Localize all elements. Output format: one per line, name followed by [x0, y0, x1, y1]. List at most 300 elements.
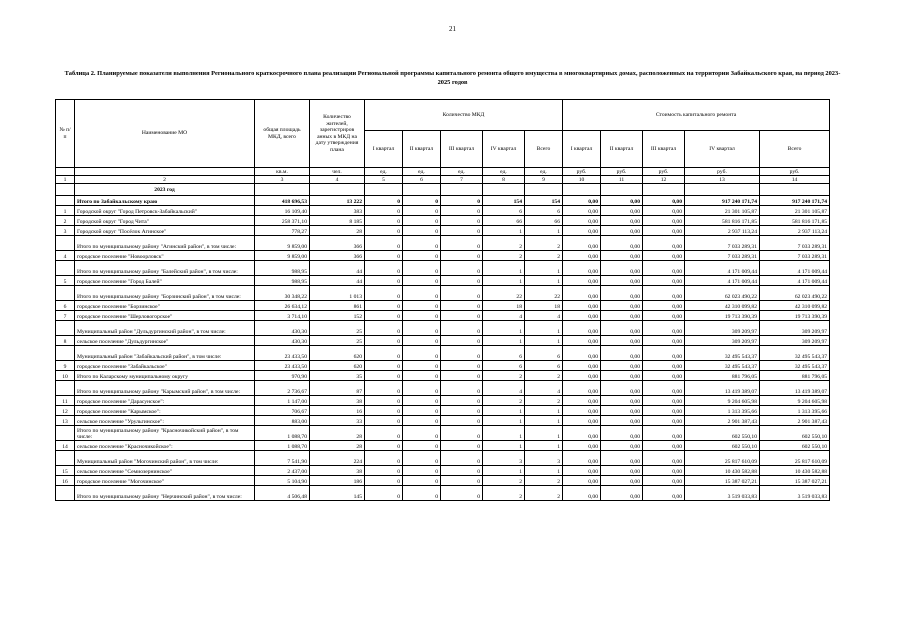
cell-c1: 0,00 — [563, 396, 601, 406]
cell-c4: 602 550,10 — [685, 441, 760, 451]
cell-q4: 22 — [483, 286, 525, 301]
cell-name: Итого по муниципальному району "Борзинский район", в том числе: — [75, 286, 255, 301]
cell-name: Итого по Каларскому муниципальному округу — [75, 371, 255, 381]
cell-area: 1 088,70 — [255, 426, 310, 441]
cell-c2: 0,00 — [601, 336, 643, 346]
cell-c2: 0,00 — [601, 396, 643, 406]
cell-n — [56, 426, 75, 441]
cell-q3: 0 — [441, 336, 483, 346]
cell-q4: 2 — [483, 371, 525, 381]
cell-area: 2 736,67 — [255, 381, 310, 396]
cell-ct: 9 204 605,98 — [760, 396, 830, 406]
cell-c2: 0,00 — [601, 196, 643, 206]
cell-c3: 0,00 — [643, 426, 685, 441]
cell-c4: 2 901 387,43 — [685, 416, 760, 426]
cell-ct: 2 937 113,24 — [760, 226, 830, 236]
cell-q3: 0 — [441, 426, 483, 441]
cell-q1: 0 — [365, 216, 403, 226]
cell-n: 1 — [56, 206, 75, 216]
cell-q1: 0 — [365, 371, 403, 381]
cell-q2: 0 — [403, 321, 441, 336]
cell-res: 13 222 — [310, 196, 365, 206]
table-row — [56, 301, 830, 311]
cell-ct: 602 550,10 — [760, 426, 830, 441]
cell-c2: 0,00 — [601, 236, 643, 251]
cell-name: Муниципальный район "Забайкальский район", в том числе: — [75, 346, 255, 361]
cell-ct: 62 023 490,22 — [760, 286, 830, 301]
cell-name: Итого по муниципальному району "Агинский район", в том числе: — [75, 236, 255, 251]
cell-q2: 0 — [403, 381, 441, 396]
cell-c1: 0,00 — [563, 286, 601, 301]
col-number: 4 — [310, 176, 365, 184]
cell-res: 366 — [310, 251, 365, 261]
cell-q4: 1 — [483, 406, 525, 416]
cell-n — [56, 346, 75, 361]
cell-c1: 0,00 — [563, 361, 601, 371]
cell-name: Городской округ "Посёлок Агинское" — [75, 226, 255, 236]
cell-tot: 2 — [525, 251, 563, 261]
cell-q3: 0 — [441, 236, 483, 251]
cell-q3: 0 — [441, 216, 483, 226]
cell-area: 23 433,50 — [255, 361, 310, 371]
table-row — [56, 451, 830, 466]
cell-res: 145 — [310, 486, 365, 501]
table-row — [56, 321, 830, 336]
cell-c3: 0,00 — [643, 361, 685, 371]
cell-q4: 1 — [483, 466, 525, 476]
cell-c1: 0,00 — [563, 346, 601, 361]
unit-cell: руб. — [760, 168, 830, 176]
cell-c4: 3 519 033,83 — [685, 486, 760, 501]
cell-tot: 6 — [525, 361, 563, 371]
cell-ct: 3 519 033,83 — [760, 486, 830, 501]
cell-c2: 0,00 — [601, 466, 643, 476]
cell-ct: 7 033 289,31 — [760, 236, 830, 251]
col-number: 11 — [601, 176, 643, 184]
table-row — [56, 286, 830, 301]
cell-c4: 9 204 605,98 — [685, 396, 760, 406]
cell-n: 8 — [56, 336, 75, 346]
cell-c1: 0,00 — [563, 466, 601, 476]
cell-q2: 0 — [403, 476, 441, 486]
cell-c4: 19 713 390,39 — [685, 311, 760, 321]
cell-ct: 581 816 171,85 — [760, 216, 830, 226]
cell-n: 5 — [56, 276, 75, 286]
cell-q4: 2 — [483, 476, 525, 486]
cell-q1: 0 — [365, 286, 403, 301]
cell-name: городское поселение "Борзинское" — [75, 301, 255, 311]
cell-c3: 0,00 — [643, 416, 685, 426]
cell-q2: 0 — [403, 441, 441, 451]
cell-name: Городской округ "Город Петровск-Забайкальский" — [75, 206, 255, 216]
cell-ct: 25 817 610,09 — [760, 451, 830, 466]
cell-q4: 154 — [483, 196, 525, 206]
cell-res: 28 — [310, 441, 365, 451]
cell-c2: 0,00 — [601, 381, 643, 396]
cell-c2: 0,00 — [601, 311, 643, 321]
cell-c4: 4 171 009,44 — [685, 261, 760, 276]
capital-repair-table — [55, 99, 830, 501]
cell-c1: 0,00 — [563, 226, 601, 236]
table-row — [56, 466, 830, 476]
cell-q1: 0 — [365, 336, 403, 346]
cell-c4: 13 419 389,07 — [685, 381, 760, 396]
header-residents: Количество жителей, зарегистриров анных в МКД на дату утверждения плана — [310, 100, 365, 168]
cell-q3: 0 — [441, 381, 483, 396]
cell-q2: 0 — [403, 486, 441, 501]
cell-q1: 0 — [365, 426, 403, 441]
cell-area: 1 088,70 — [255, 441, 310, 451]
cell-area: 7 541,90 — [255, 451, 310, 466]
cell-q2: 0 — [403, 196, 441, 206]
header-mkd-q2: II квартал — [403, 131, 441, 168]
cell-c2: 0,00 — [601, 301, 643, 311]
cell-q1: 0 — [365, 251, 403, 261]
cell-c1: 0,00 — [563, 236, 601, 251]
unit-cell: руб. — [601, 168, 643, 176]
cell-c2: 0,00 — [601, 426, 643, 441]
cell-name: Итого по муниципальному району "Красночикойский район", в том числе: — [75, 426, 255, 441]
cell-c3: 0,00 — [643, 406, 685, 416]
cell-ct: 10 430 582,88 — [760, 466, 830, 476]
cell-q3: 0 — [441, 251, 483, 261]
cell-q3: 0 — [441, 276, 483, 286]
cell-c3: 0,00 — [643, 476, 685, 486]
cell-n — [56, 261, 75, 276]
unit-cell — [75, 168, 255, 176]
cell-q2: 0 — [403, 396, 441, 406]
cell-c3: 0,00 — [643, 196, 685, 206]
cell-n: 3 — [56, 226, 75, 236]
table-row — [56, 216, 830, 226]
cell-q1: 0 — [365, 301, 403, 311]
cell-name: Муниципальный район "Дульдургинский район", в том числе: — [75, 321, 255, 336]
cell-tot: 2 — [525, 371, 563, 381]
cell-c4: 309 209,97 — [685, 321, 760, 336]
col-number: 7 — [441, 176, 483, 184]
header-mkd-q3: III квартал — [441, 131, 483, 168]
unit-cell: руб. — [685, 168, 760, 176]
cell-n — [56, 381, 75, 396]
cell-q1: 0 — [365, 196, 403, 206]
table-row — [56, 346, 830, 361]
table-row — [56, 206, 830, 216]
col-number: 12 — [643, 176, 685, 184]
cell-tot: 2 — [525, 476, 563, 486]
cell-area: 4 506,48 — [255, 486, 310, 501]
cell-q2: 0 — [403, 371, 441, 381]
cell-n — [56, 321, 75, 336]
cell-area: 970,90 — [255, 371, 310, 381]
cell-n: 6 — [56, 301, 75, 311]
cell-n — [56, 236, 75, 251]
cell-q2: 0 — [403, 451, 441, 466]
cell-name: городское поселение "Город Балей" — [75, 276, 255, 286]
cell-q1: 0 — [365, 381, 403, 396]
cell-res: 44 — [310, 276, 365, 286]
cell-q2: 0 — [403, 251, 441, 261]
cell-c4: 25 817 610,09 — [685, 451, 760, 466]
cell-q4: 2 — [483, 236, 525, 251]
cell-res: 38 — [310, 466, 365, 476]
unit-cell: ед. — [525, 168, 563, 176]
cell-c3: 0,00 — [643, 251, 685, 261]
header-mkd-q1: I квартал — [365, 131, 403, 168]
year-row — [56, 184, 830, 196]
cell-c2: 0,00 — [601, 371, 643, 381]
cell-n: 16 — [56, 476, 75, 486]
cell-tot: 3 — [525, 451, 563, 466]
cell-area: 988,95 — [255, 276, 310, 286]
cell-c2: 0,00 — [601, 346, 643, 361]
cell-q3: 0 — [441, 321, 483, 336]
cell-ct: 15 387 027,21 — [760, 476, 830, 486]
cell-tot: 1 — [525, 426, 563, 441]
cell-q2: 0 — [403, 361, 441, 371]
col-number: 6 — [403, 176, 441, 184]
cell-name: городское поселение "Новоорловск" — [75, 251, 255, 261]
cell-c4: 7 033 289,31 — [685, 251, 760, 261]
cell-c2: 0,00 — [601, 226, 643, 236]
table-row — [56, 416, 830, 426]
cell-name: городское поселение "Могочинское" — [75, 476, 255, 486]
cell-area: 16 109,40 — [255, 206, 310, 216]
table-row — [56, 486, 830, 501]
cell-q1: 0 — [365, 441, 403, 451]
cell-q1: 0 — [365, 361, 403, 371]
cell-c2: 0,00 — [601, 441, 643, 451]
cell-n: 9 — [56, 361, 75, 371]
cell-area: 883,00 — [255, 416, 310, 426]
header-mkd-count: Количество МКД — [365, 100, 563, 131]
cell-q4: 3 — [483, 451, 525, 466]
header-num: № п/п — [56, 100, 75, 168]
cell-q1: 0 — [365, 476, 403, 486]
cell-q4: 4 — [483, 311, 525, 321]
cell-q4: 2 — [483, 486, 525, 501]
cell-c1: 0,00 — [563, 206, 601, 216]
cell-c3: 0,00 — [643, 336, 685, 346]
cell-c2: 0,00 — [601, 216, 643, 226]
cell-area: 258 371,10 — [255, 216, 310, 226]
cell-c1: 0,00 — [563, 196, 601, 206]
cell-area: 1 147,00 — [255, 396, 310, 406]
cell-area: 418 696,53 — [255, 196, 310, 206]
cell-res: 38 — [310, 396, 365, 406]
cell-n: 11 — [56, 396, 75, 406]
cell-res: 16 — [310, 406, 365, 416]
cell-res: 1 013 — [310, 286, 365, 301]
cell-c4: 62 023 490,22 — [685, 286, 760, 301]
cell-res: 35 — [310, 371, 365, 381]
table-row — [56, 476, 830, 486]
cell-ct: 309 209,97 — [760, 321, 830, 336]
cell-ct: 4 171 009,44 — [760, 276, 830, 286]
unit-cell: кв.м. — [255, 168, 310, 176]
col-number: 8 — [483, 176, 525, 184]
cell-ct: 32 495 543,37 — [760, 361, 830, 371]
cell-c2: 0,00 — [601, 286, 643, 301]
cell-q3: 0 — [441, 406, 483, 416]
col-number: 10 — [563, 176, 601, 184]
cell-q1: 0 — [365, 486, 403, 501]
header-cost-q4: IV квартал — [685, 131, 760, 168]
cell-q1: 0 — [365, 311, 403, 321]
cell-name: Городской округ "Город Чита" — [75, 216, 255, 226]
table-row — [56, 261, 830, 276]
cell-q4: 2 — [483, 396, 525, 406]
cell-c3: 0,00 — [643, 261, 685, 276]
cell-res: 25 — [310, 321, 365, 336]
cell-ct: 1 313 395,66 — [760, 406, 830, 416]
cell-c2: 0,00 — [601, 476, 643, 486]
cell-ct: 42 310 099,82 — [760, 301, 830, 311]
cell-tot: 4 — [525, 311, 563, 321]
cell-q1: 0 — [365, 226, 403, 236]
cell-ct: 7 033 289,31 — [760, 251, 830, 261]
cell-q3: 0 — [441, 301, 483, 311]
unit-cell: чел. — [310, 168, 365, 176]
cell-tot: 1 — [525, 321, 563, 336]
cell-area: 5 104,90 — [255, 476, 310, 486]
table-row — [56, 336, 830, 346]
cell-area: 430,30 — [255, 321, 310, 336]
cell-tot: 6 — [525, 206, 563, 216]
header-area: общая площадь МКД, всего — [255, 100, 310, 168]
cell-q3: 0 — [441, 441, 483, 451]
cell-q4: 6 — [483, 361, 525, 371]
header-name: Наименование МО — [75, 100, 255, 168]
cell-c1: 0,00 — [563, 216, 601, 226]
cell-c4: 881 796,05 — [685, 371, 760, 381]
cell-name: городское поселение "Шерловогорское" — [75, 311, 255, 321]
cell-q3: 0 — [441, 286, 483, 301]
cell-name: сельское поселение "Урульгинское": — [75, 416, 255, 426]
cell-tot: 154 — [525, 196, 563, 206]
cell-q2: 0 — [403, 286, 441, 301]
cell-tot: 1 — [525, 261, 563, 276]
cell-area: 26 634,12 — [255, 301, 310, 311]
cell-tot: 4 — [525, 381, 563, 396]
cell-c3: 0,00 — [643, 321, 685, 336]
cell-n — [56, 451, 75, 466]
cell-name: городское поселение "Дарасунское": — [75, 396, 255, 406]
table-row — [56, 426, 830, 441]
cell-res: 33 — [310, 416, 365, 426]
cell-tot: 1 — [525, 336, 563, 346]
table-title: Таблица 2. Планируемые показатели выполнения Регионального краткосрочного плана реализации Региональной программы капитального ремонта общего имущества в многоквартирных домах, расположенных на территории Забайкальского края, на период 2023-2025 годов — [64, 70, 841, 86]
cell-q1: 0 — [365, 396, 403, 406]
col-number: 5 — [365, 176, 403, 184]
cell-q2: 0 — [403, 206, 441, 216]
cell-name: городское поселение "Карымское": — [75, 406, 255, 416]
cell-c4: 10 430 582,88 — [685, 466, 760, 476]
cell-q1: 0 — [365, 261, 403, 276]
cell-c4: 602 550,10 — [685, 426, 760, 441]
table-row — [56, 361, 830, 371]
cell-area: 9 859,00 — [255, 236, 310, 251]
cell-tot: 1 — [525, 441, 563, 451]
cell-res: 28 — [310, 426, 365, 441]
cell-q4: 1 — [483, 416, 525, 426]
table-row — [56, 396, 830, 406]
cell-res: 44 — [310, 261, 365, 276]
cell-res: 366 — [310, 236, 365, 251]
total-row — [56, 196, 830, 206]
page-number: 21 — [449, 25, 456, 33]
cell-q3: 0 — [441, 346, 483, 361]
cell-res: 620 — [310, 361, 365, 371]
cell-q4: 1 — [483, 276, 525, 286]
cell-ct: 309 209,97 — [760, 336, 830, 346]
unit-cell: ед. — [365, 168, 403, 176]
cell-c1: 0,00 — [563, 486, 601, 501]
cell-c1: 0,00 — [563, 381, 601, 396]
cell-name: Муниципальный район "Могочинский район", в том числе: — [75, 451, 255, 466]
cell-q2: 0 — [403, 311, 441, 321]
unit-cell: ед. — [483, 168, 525, 176]
cell-c1: 0,00 — [563, 311, 601, 321]
cell-q2: 0 — [403, 346, 441, 361]
cell-c3: 0,00 — [643, 466, 685, 476]
col-number: 9 — [525, 176, 563, 184]
cell-tot: 1 — [525, 276, 563, 286]
cell-q4: 1 — [483, 226, 525, 236]
table-row — [56, 311, 830, 321]
cell-n: 4 — [56, 251, 75, 261]
cell-q3: 0 — [441, 476, 483, 486]
cell-q4: 4 — [483, 381, 525, 396]
cell-res: 28 — [310, 226, 365, 236]
cell-c1: 0,00 — [563, 336, 601, 346]
cell-c2: 0,00 — [601, 251, 643, 261]
cell-tot: 1 — [525, 226, 563, 236]
cell-n: 10 — [56, 371, 75, 381]
header-cost-total: Всего — [760, 131, 830, 168]
cell-q3: 0 — [441, 466, 483, 476]
cell-area: 2 437,00 — [255, 466, 310, 476]
cell-res: 87 — [310, 381, 365, 396]
header-cost-q2: II квартал — [601, 131, 643, 168]
cell-n: 13 — [56, 416, 75, 426]
cell-ct: 2 901 387,43 — [760, 416, 830, 426]
cell-c2: 0,00 — [601, 276, 643, 286]
table-row — [56, 381, 830, 396]
cell-q1: 0 — [365, 346, 403, 361]
cell-c1: 0,00 — [563, 251, 601, 261]
cell-q1: 0 — [365, 236, 403, 251]
cell-name: Итого по муниципальному району "Карымский район", в том числе: — [75, 381, 255, 396]
cell-q2: 0 — [403, 466, 441, 476]
cell-c1: 0,00 — [563, 321, 601, 336]
cell-q3: 0 — [441, 226, 483, 236]
table-row — [56, 441, 830, 451]
cell-q1: 0 — [365, 416, 403, 426]
cell-q1: 0 — [365, 276, 403, 286]
cell-tot: 22 — [525, 286, 563, 301]
cell-tot: 66 — [525, 216, 563, 226]
cell-c1: 0,00 — [563, 261, 601, 276]
cell-q2: 0 — [403, 226, 441, 236]
cell-q4: 6 — [483, 346, 525, 361]
cell-c4: 4 171 009,44 — [685, 276, 760, 286]
unit-cell: руб. — [563, 168, 601, 176]
cell-c1: 0,00 — [563, 276, 601, 286]
cell-res: 861 — [310, 301, 365, 311]
cell-c4: 15 387 027,21 — [685, 476, 760, 486]
cell-c1: 0,00 — [563, 426, 601, 441]
cell-c1: 0,00 — [563, 476, 601, 486]
